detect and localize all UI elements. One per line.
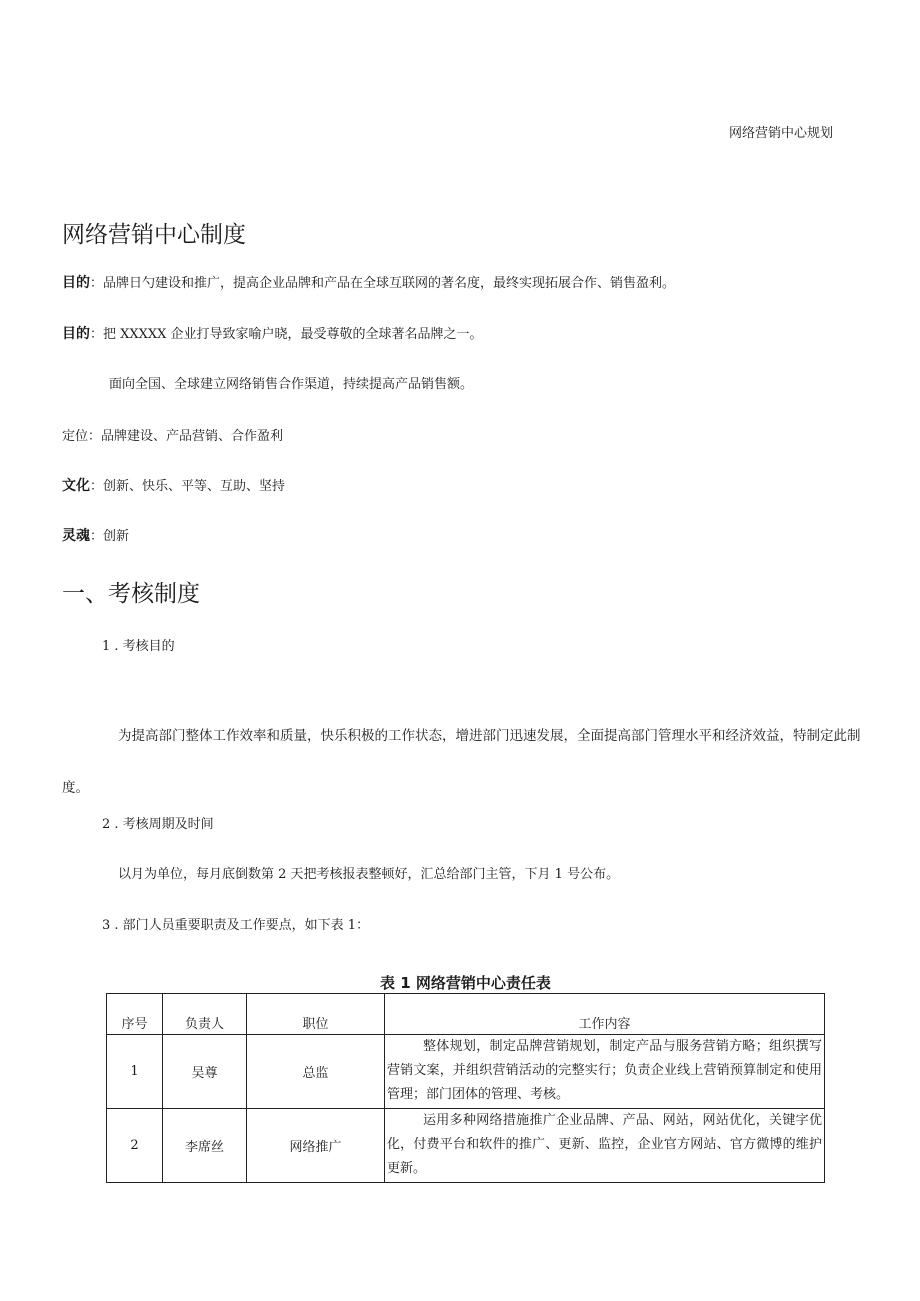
culture-line <box>62 475 285 495</box>
soul-line <box>62 525 129 545</box>
row-position: 网络推广 <box>247 1109 385 1183</box>
header-work: 工作内容 <box>385 994 825 1035</box>
header-owner: 负责人 <box>163 994 247 1035</box>
culture-text: ：创新、快乐、平等、互助、坚持 <box>90 479 286 494</box>
header-label: 网络营销中心规划 <box>729 126 834 141</box>
item-1-body: 为提高部门整体工作效率和质量，快乐积极的工作状态，增进部门迅速发展，全面提高部门管理水平和经济效益，特制定此制度。 <box>62 728 861 796</box>
item-3-heading: 3 . 部门人员重要职责及工作要点，如下表 1： <box>102 918 370 933</box>
table-header-row <box>107 994 825 1035</box>
table-row <box>107 1109 825 1183</box>
purpose-label-2: 目的 <box>62 326 90 342</box>
row-seq: 2 <box>107 1109 163 1183</box>
soul-label: 灵魂 <box>62 528 90 544</box>
purpose-line-2 <box>62 323 483 343</box>
table-row <box>107 1035 825 1109</box>
row-owner: 李席丝 <box>163 1109 247 1183</box>
row-work: 运用多种网络措施推广企业品牌、产品、网站，网站优化，关键字优化，付费平台和软件的推广、更新、监控，企业官方网站、官方微博的维护更新。 <box>385 1109 825 1183</box>
section-title: 一、考核制度 <box>62 581 200 607</box>
purpose-line-2-continued: 面向全国、全球建立网络销售合作渠道，持续提高产品销售额。 <box>109 377 474 392</box>
culture-label: 文化 <box>62 478 90 494</box>
row-work: 整体规划，制定品牌营销规划，制定产品与服务营销方略；组织撰写营销文案，并组织营销活动的完整实行；负责企业线上营销预算制定和使用管理；部门团体的管理、考核。 <box>385 1035 825 1109</box>
positioning-line: 定位：品牌建设、产品营销、合作盈利 <box>62 429 284 444</box>
purpose-text-2: ：把 XXXXX 企业打导致家喻户晓，最受尊敬的全球著名品牌之一。 <box>90 327 483 342</box>
purpose-text-1: ：品牌日勺建设和推广，提高企业品牌和产品在全球互联网的著名度，最终实现拓展合作、销售盈利。 <box>90 276 676 291</box>
item-2-heading: 2 . 考核周期及时间 <box>102 817 214 832</box>
page-title: 网络营销中心制度 <box>62 222 246 248</box>
header-seq: 序号 <box>107 994 163 1035</box>
table-caption: 表 1 网络营销中心责任表 <box>380 974 551 992</box>
purpose-label-1: 目的 <box>62 275 90 291</box>
row-position: 总监 <box>247 1035 385 1109</box>
row-seq: 1 <box>107 1035 163 1109</box>
responsibility-table <box>106 993 825 1183</box>
item-1-heading: 1 . 考核目的 <box>102 639 175 654</box>
soul-text: ：创新 <box>90 529 130 544</box>
header-position: 职位 <box>247 994 385 1035</box>
item-2-body: 以月为单位，每月底倒数第 2 天把考核报表整顿好，汇总给部门主管，下月 1 号公布。 <box>118 867 620 882</box>
purpose-line-1 <box>62 272 675 292</box>
row-owner: 吴尊 <box>163 1035 247 1109</box>
